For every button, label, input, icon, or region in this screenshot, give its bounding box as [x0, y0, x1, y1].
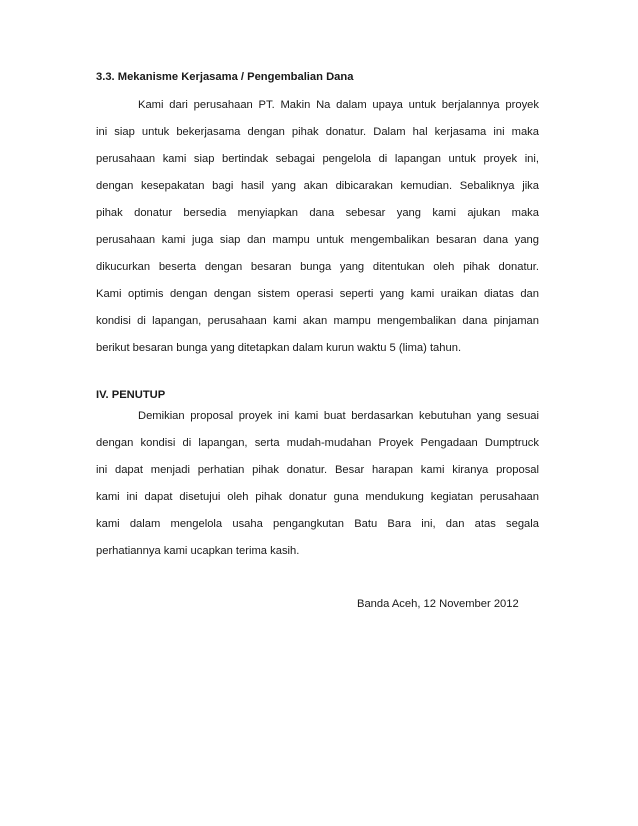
paragraph-line: berikut besaran bunga yang ditetapkan dalam kurun waktu 5 (lima) tahun.: [96, 342, 462, 354]
paragraph-line: pihak donatur bersedia menyiapkan dana sebesar yang kami ajukan maka: [96, 207, 539, 219]
section-iv-heading: IV. PENUTUP: [96, 389, 166, 401]
paragraph-line: Demikian proposal proyek ini kami buat berdasarkan kebutuhan yang sesuai: [138, 410, 539, 422]
paragraph-line: perhatiannya kami ucapkan terima kasih.: [96, 545, 300, 557]
paragraph-line: ini dapat menjadi perhatian pihak donatur. Besar harapan kami kiranya proposal: [96, 464, 539, 476]
paragraph-line: Kami optimis dengan dengan sistem operasi seperti yang kami uraikan diatas dan: [96, 288, 539, 300]
paragraph-line: kami dalam mengelola usaha pengangkutan Batu Bara ini, dan atas segala: [96, 518, 539, 530]
paragraph-line: ini siap untuk bekerjasama dengan pihak donatur. Dalam hal kerjasama ini maka: [96, 126, 539, 138]
paragraph-line: kami ini dapat disetujui oleh pihak donatur guna mendukung kegiatan perusahaan: [96, 491, 539, 503]
paragraph-line: perusahaan kami juga siap dan mampu untuk mengembalikan besaran dana yang: [96, 234, 539, 246]
paragraph-line: dengan kondisi di lapangan, serta mudah-mudahan Proyek Pengadaan Dumptruck: [96, 437, 539, 449]
paragraph-line: Kami dari perusahaan PT. Makin Na dalam upaya untuk berjalannya proyek: [138, 99, 539, 111]
paragraph-line: dengan kesepakatan bagi hasil yang akan dibicarakan kemudian. Sebaliknya jika: [96, 180, 539, 192]
paragraph-line: perusahaan kami siap bertindak sebagai pengelola di lapangan untuk proyek ini,: [96, 153, 539, 165]
paragraph-line: kondisi di lapangan, perusahaan kami akan mampu mengembalikan dana pinjaman: [96, 315, 539, 327]
section-3-3-heading: 3.3. Mekanisme Kerjasama / Pengembalian Dana: [96, 71, 354, 83]
paragraph-line: dikucurkan beserta dengan besaran bunga yang ditentukan oleh pihak donatur.: [96, 261, 539, 273]
signature-place-date: Banda Aceh, 12 November 2012: [357, 598, 519, 610]
